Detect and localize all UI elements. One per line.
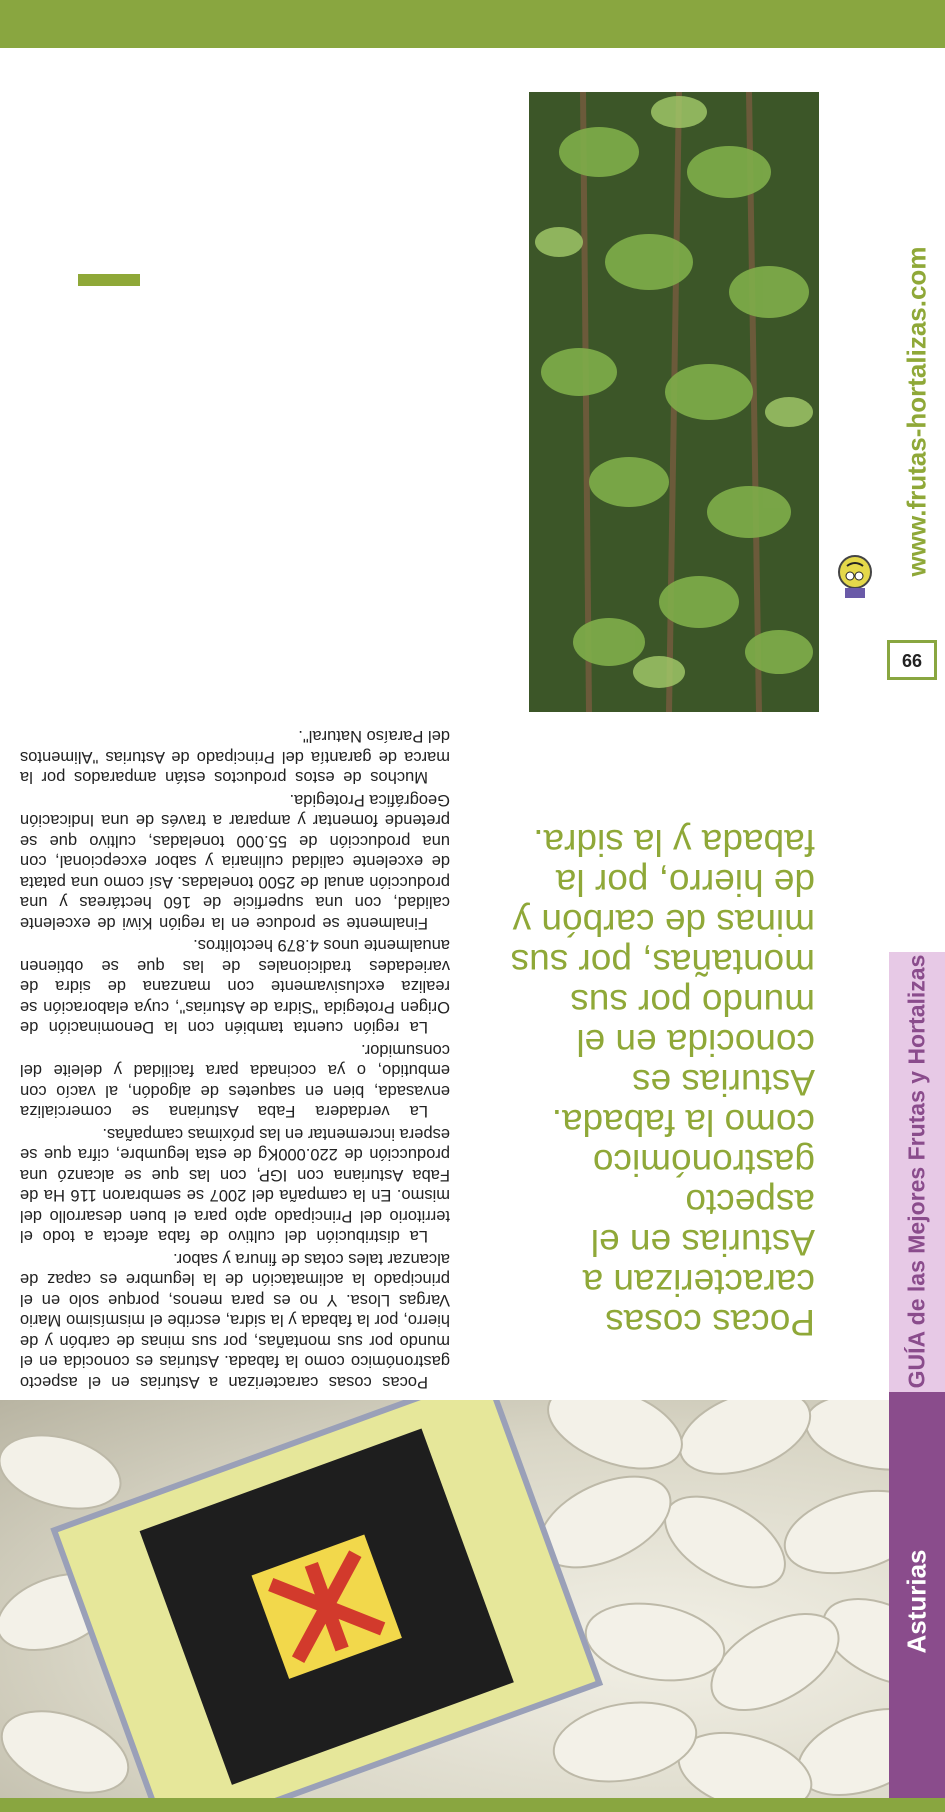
region-label: Asturias [901,1549,932,1655]
end-marker [78,274,140,286]
body-text [20,724,450,1392]
bean-plant-photo [529,92,819,712]
heading-line: montañas, por sus [510,942,815,983]
top-band [0,1798,945,1812]
page-number: 99 [887,640,937,680]
beans-illustration [0,1400,945,1812]
seal-label [54,1400,599,1812]
mascot-icon [825,546,885,606]
paragraph: La distribución del cultivo de faba afecta a todo el territorio del Principado apto para el buen desarrollo del mismo. En la campaña del 2007 se sembraron 116 Ha de Faba Asturiana con IGP, con las que se alcanzó una producción de 220.000Kg de esta legumbre, cifra que se espera incrementar en las próximas campañas. [20,1125,450,1246]
paragraph: La región cuenta también con la Denominación de Origen Protegida "Sidra de Asturias", cuya elaboración se realiza exclusivamente con manzana de sidra de variedades tradicionales de las que se obtienen anualmente unos 4.879 hectolitros. [20,936,450,1037]
paragraph: Muchos de estos productos están amparados por la marca de garantía del Principado de Asturias "Alimentos del Paraíso Natural". [20,727,450,787]
paragraph: La verdadera Faba Asturiana se comercializa envasada, bien en saquetes de algodón, al vacío con embutido, o ya cocinada para facilidad y deleite del consumidor. [20,1041,450,1121]
paragraph: Pocas cosas caracterizan a Asturias en el aspecto gastronómico como la fabada. Asturias es conocida en el mundo por sus montañas, por sus minas de carbón y de hierro, por la fabada y la sidra, escribe el mismísimo Mario Vargas Llosa. Y no es para menos, porque solo en el principado la aclimatación de la legumbre es capaz de alcanzar tales cotas de finura y sabor. [20,1250,450,1391]
plant-illustration [529,92,819,712]
heading-line: minas de carbón y [512,902,815,943]
heading-line: fabada y la sidra. [533,822,815,863]
paragraph: Finalmente se produce en la región Kiwi de excelente calidad, con una superficie de 160 hectáreas y una producción anual de 2500 toneladas. Así como una patata de excelente calidad culinaria y sabor excepcional, con una producción de 55.000 toneladas, cultivo que se pretende fomentar y amparar a través de una Indicación Geográfica Protegida. [20,791,450,932]
heading-line: de hierro, por la [555,862,815,903]
heading-quote: Pocas cosas caracterizan a Asturias en el aspecto gastronómico como la fabada. Asturias es conocida en el mundo por sus montañas, por sus minas de carbón y de hierro, por la fabada y la sidra. [465,962,815,1342]
bottom-band [0,0,945,48]
bean-photo [0,1400,945,1812]
guide-title: GUÍA de las Mejores Frutas y Hortalizas [903,955,930,1389]
website-label: www.frutas-hortalizas.com [901,247,932,577]
